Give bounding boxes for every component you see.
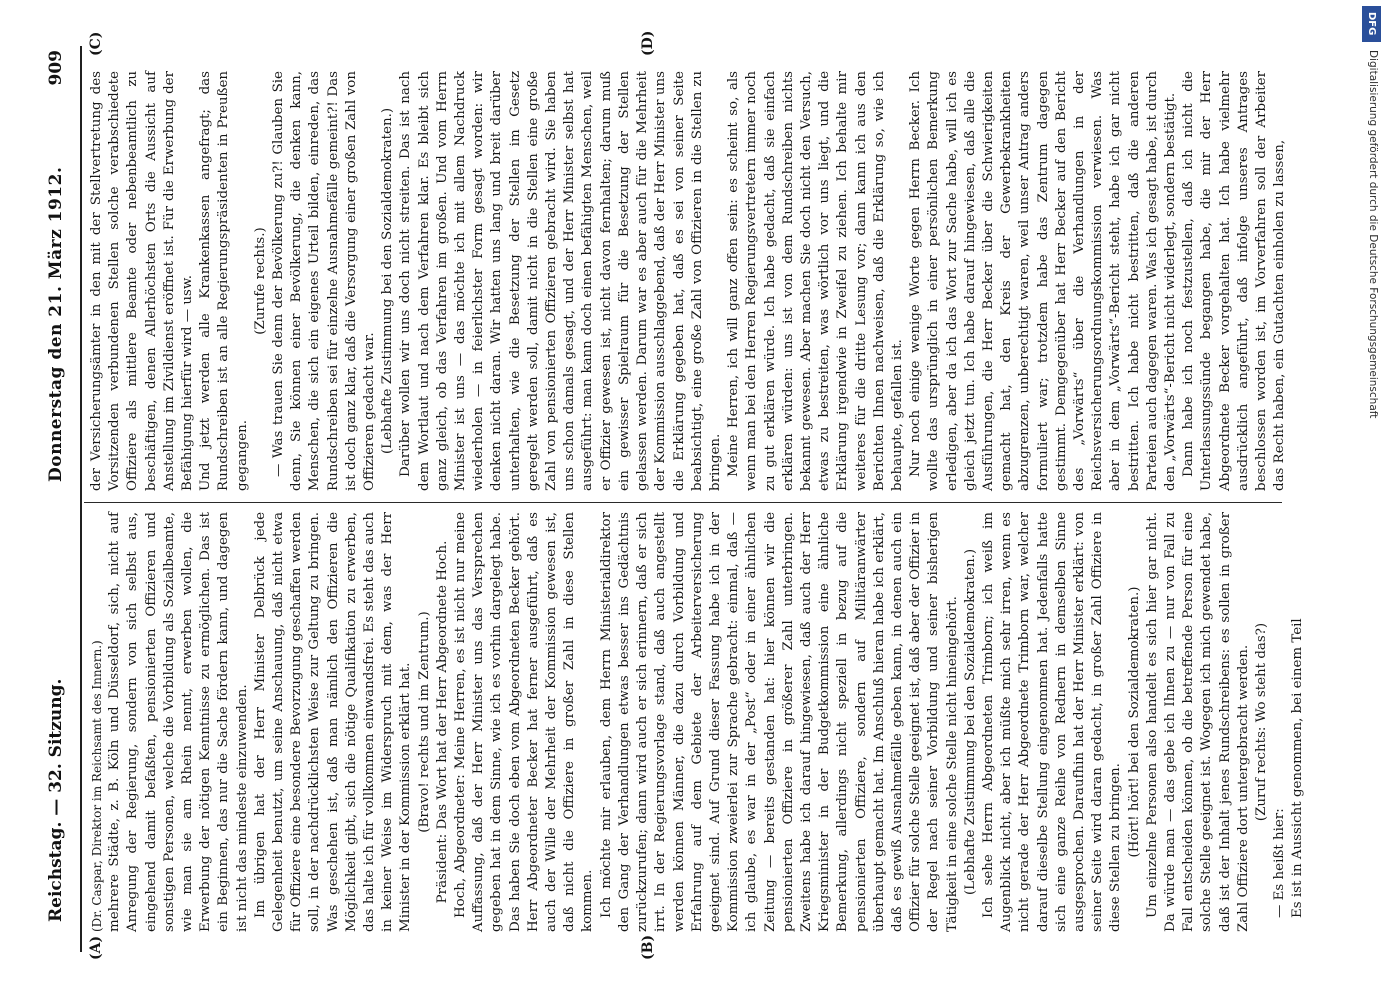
left-column-paragraph: (Bravo! rechts und im Zentrum.)	[416, 611, 432, 833]
margin-marker-c: (C)	[88, 31, 104, 56]
right-text-column	[88, 71, 1288, 491]
left-column-paragraph: (Dr. Caspar, Direktor im Reichsamt des Innern.)	[90, 640, 104, 932]
left-column-paragraph: Um einzelne Personen also handelt es sich hier gar nicht. Da würde man — das gebe ich Ihnen zu — nur von Fall zu Fall entscheiden können, ob die betreffende Person für eine solche Stelle geeignet ist. Wogegen ich mich gewendet habe, daß ist der Inhalt jenes Rundschreibens: es sollen in großer Zahl Offiziere dort untergebracht werden.	[1144, 512, 1251, 932]
left-column-paragraph: (Lebhafte Zustimmung bei den Sozialdemokraten.)	[962, 548, 978, 896]
digitization-credit: Digitalisierung gefördert durch die Deutsche Forschungsgemeinschaft	[1367, 50, 1379, 419]
left-column-paragraph: (Zuruf rechts: Wo steht das?)	[1254, 622, 1269, 822]
left-column-paragraph: Präsident: Das Wort hat der Herr Abgeordnete Hoch.	[434, 540, 450, 904]
page-number: 909	[46, 50, 66, 86]
left-column-paragraph: Hoch, Abgeordneter: Meine Herren, es ist nicht nur meine Auffassung, daß der Herr Minister uns das Versprechen gegeben hat in dem Sinne, wie ich es vorhin dargelegt habe. Das haben Sie doch eben vom Abgeordneten Becker gehört. Herr Abgeordneter Becker hat ferner ausgeführt, daß es auch der Wille der Mehrheit der Kommission gewesen ist, daß nicht die Offiziere in großer Zahl in diese Stellen kommen.	[453, 512, 596, 932]
right-column-paragraph: (Zurufe rechts.)	[252, 227, 268, 335]
left-text-column	[88, 512, 1306, 932]
column-separator	[84, 502, 1282, 503]
header-date: Donnerstag den 21. März 1912.	[46, 166, 66, 482]
right-column-paragraph: Darüber wollen wir uns doch nicht streiten. Das ist nach dem Wortlaut und nach dem Verfahren klar. Es bleibt sich ganz gleich, ob das Verfahren im großen. Und vom Herrn Minister ist uns — das möchte ich mit allem Nachdruck wiederholen — in feierlichster Form gesagt worden: wir denken nicht daran. Wir hatten uns lang und breit darüber unterhalten, wie die Besetzung der Stellen im Gesetz geregelt werden soll, damit nicht in die Stellen eine große Zahl von pensionierten Offizieren gebracht wird. Sie haben uns schon damals gesagt, und der Herr Minister selbst hat ausgeführt: man kann doch einen befähigten Menschen, weil er Offizier gewesen ist, nicht davon fernhalten; darum muß ein gewisser Spielraum für die Besetzung der Stellen gelassen werden. Darum war es aber auch für die Mehrheit der Kommission ausschlaggebend, daß der Herr Minister uns die Erklärung gegeben hat, daß es sei von seiner Seite beabsichtigt, eine große Zahl von Offizieren in die Stellen zu bringen.	[398, 71, 723, 491]
right-column-paragraph: (Lebhafte Zustimmung bei den Sozialdemokraten.)	[380, 107, 396, 455]
header-left-title: Reichstag. — 32. Sitzung.	[46, 678, 66, 922]
left-column-paragraph: Im übrigen hat der Herr Minister Delbrück jede Gelegenheit benutzt, um seine Anschauung, daß nicht etwa für Offiziere eine besondere Bevorzugung geschaffen werden soll, in der nachdrücklichsten Weise zur Geltung zu bringen. Was geschehen ist, daß man nämlich den Offizieren die Möglichkeit gibt, sich die nötige Qualifikation zu erwerben, das halte ich für vollkommen einwandsfrei. Es steht das auch in keiner Weise im Widerspruch mit dem, was der Herr Minister in der Kommission erklärt hat.	[252, 512, 414, 932]
left-column-paragraph: Ich sehe Herrn Abgeordneten Trimborn; ich weiß im Augenblick nicht, aber ich müßte mich sehr irren, wenn es nicht gerade der Herr Abgeordnete Trimborn war, welcher darauf dieselbe Stellung eingenommen hat. Jedenfalls hatte sich eine ganze Reihe von Rednern in demselben Sinne ausgesprochen. Daraufhin hat der Herr Minister erklärt: von seiner Seite wird daran gedacht, in großer Zahl Offiziere in diese Stellen zu bringen.	[980, 512, 1124, 932]
right-column-paragraph: Und jetzt werden alle Krankenkassen angefragt; das Rundschreiben ist an alle Regierungspräsidenten in Preußen gegangen.	[198, 71, 250, 491]
edge-strip	[1357, 0, 1383, 1000]
left-column-paragraph: Ich möchte mir erlauben, dem Herrn Ministerialdirektor den Gang der Verhandlungen etwas besser ins Gedächtnis zurückzurufen; dann wird auch er sich erinnern, daß er sich irrt. In der Regierungsvorlage stand, daß auch angestellt werden können Männer, die dazu durch Vorbildung und Erfahrung auf dem Gebiete der Arbeiterversicherung geeignet sind. Auf Grund dieser Fassung habe ich in der Kommission zweierlei zur Sprache gebracht: einmal, daß — ich glaube, es war in der „Post“ oder in einer ähnlichen Zeitung — bereits gestanden hat: hier können wir die pensionierten Offiziere in größerer Zahl unterbringen. Zweitens habe ich darauf hingewiesen, daß auch der Herr Kriegsminister in der Budgetkommission eine ähnliche Bemerkung, allerdings nicht speziell in bezug auf die pensionierten Offiziere, sondern auf Militäranwärter überhaupt gemacht hat. Im Anschluß hieran habe ich erklärt, daß es gewiß Ausnahmefälle geben kann, in denen auch ein Offizier für solche Stelle geeignet ist, daß aber der Offizier in der Regel nach seiner Vorbildung und seiner bisherigen Tätigkeit in eine solche Stelle nicht hineingehört.	[598, 512, 960, 932]
right-column-paragraph: Nur noch einige wenige Worte gegen Herrn Becker. Ich wollte das ursprünglich in einer persönlichen Bemerkung erledigen, aber da ich das Wort zur Sache habe, will ich es gleich jetzt tun. Ich habe darauf hingewiesen, daß alle die Ausführungen, die Herr Becker über die Schwierigkeiten gemacht hat, den Kreis der Gewerbekrankheiten abzugrenzen, unberechtigt waren, weil unser Antrag anders formuliert war; trotzdem habe das Zentrum dagegen gestimmt. Demgegenüber hat Herr Becker auf den Bericht des „Vorwärts“ über die Verhandlungen in der Reichsversicherungsordnungskommission verwiesen. Was aber in dem „Vorwärts“-Bericht steht, habe ich gar nicht bestritten. Ich habe nicht bestritten, daß die anderen Parteien auch dagegen waren. Was ich gesagt habe, ist durch den „Vorwärts“-Bericht nicht widerlegt, sondern bestätigt.	[908, 71, 1178, 491]
left-column-paragraph: — Es heißt hier:	[1272, 808, 1288, 918]
margin-marker-a: (A)	[88, 935, 104, 960]
margin-marker-b: (B)	[640, 934, 656, 960]
left-column-paragraph: mehrere Städte, z. B. Köln und Düsseldorf, sich, nicht auf Anregung der Regierung, sondern von sich selbst aus, eingehend damit befaßten, pensionierten Offizieren und sonstigen Personen, welche die Vorbildung als Sozialbeamte, wie man sie am Rhein nennt, erwerben wollen, die Erwerbung der nötigen Kenntnisse zu ermöglichen. Das ist ein Beginnen, das nur die Sache fördern kann, und dagegen ist nicht das mindeste einzuwenden.	[107, 512, 250, 932]
dfg-logo: DFG	[1362, 6, 1381, 42]
right-column-paragraph: der Versicherungsämter in den mit der Stellvertretung des Vorsitzenden verbundenen Stellen solche verabschiedete Offiziere als mittlere Beamte oder nebenbeamtlich zu beschäftigen, denen Allerhöchsten Orts die Aussicht auf Anstellung im Zivildienst eröffnet ist. Für die Erwerbung der Befähigung hierfür wird — usw.	[89, 71, 196, 491]
right-column-paragraph: Dann habe ich noch festzustellen, daß ich nicht die Unterlassungssünde begangen habe, die mir der Herr Abgeordnete Becker vorgehalten hat. Ich habe vielmehr ausdrücklich angeführt, daß infolge unseres Antrages beschlossen worden ist, im Vorverfahren soll der Arbeiter das Recht haben, ein Gutachten einholen zu lassen,	[1181, 71, 1288, 491]
margin-marker-d: (D)	[640, 30, 656, 56]
page-header	[46, 46, 80, 952]
header-rule	[80, 46, 82, 952]
left-column-paragraph: Es ist in Aussicht genommen, bei einem Teil	[1290, 618, 1306, 918]
left-column-paragraph: (Hört! hört! bei den Sozialdemokraten.)	[1126, 586, 1142, 858]
right-column-paragraph: — Was trauen Sie denn der Bevölkerung zu?! Glauben Sie denn, Sie können einer Bevölkerung, die denken kann, Menschen, die sich ein eigenes Urteil bilden, einreden, das Rundschreiben sei für einzelne Ausnahmefälle gemeint?! Das ist doch ganz klar, daß die Versorgung einer großen Zahl von Offizieren gedacht war.	[271, 71, 378, 491]
right-column-paragraph: Meine Herren, ich will ganz offen sein: es scheint so, als wenn man bei den Herren Regierungsvertretern immer noch zu gut erklären würde. Ich habe gedacht, daß sie einfach erklären würden: uns ist von dem Rundschreiben nichts bekannt gewesen. Aber machen Sie doch nicht den Versuch, etwas zu bestreiten, was wörtlich vor uns liegt, und die Erklärung irgendwie in Zweifel zu ziehen. Ich behalte mir weiteres für die dritte Lesung vor; dann kann ich aus den Berichten Ihnen nachweisen, daß die Erklärung so, wie ich behaupte, gefallen ist.	[726, 71, 905, 491]
